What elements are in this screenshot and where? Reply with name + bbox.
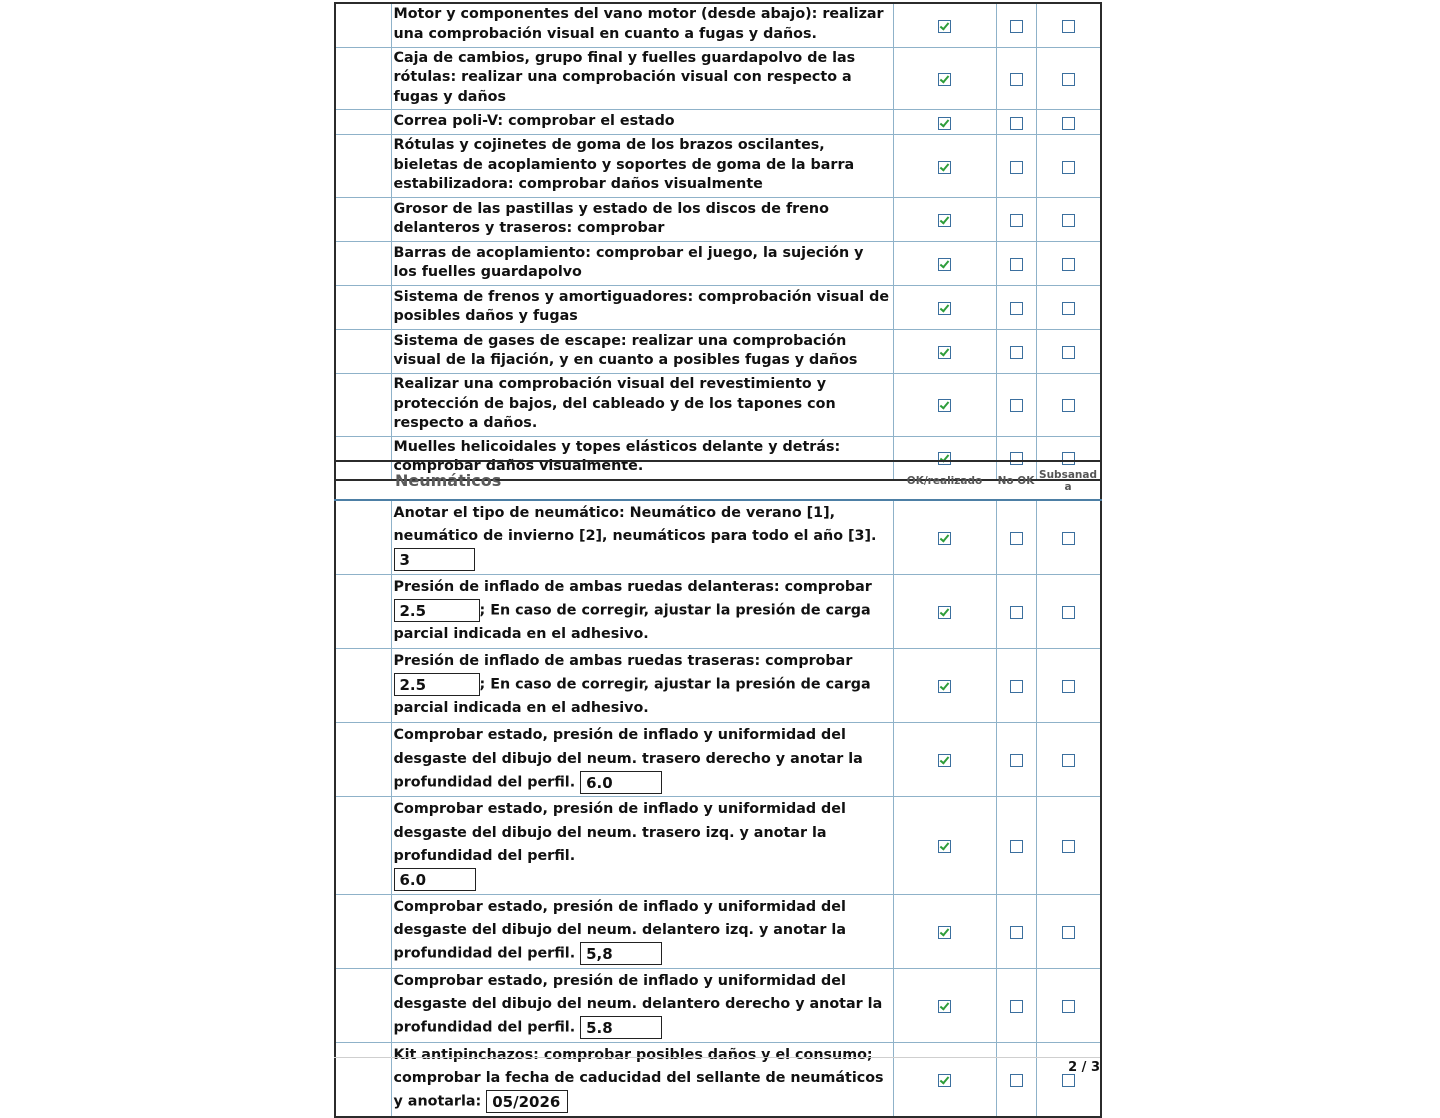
sealant-expiry-field[interactable]: 05/2026 xyxy=(486,1090,568,1113)
ok-checkbox[interactable] xyxy=(938,20,951,33)
subsanada-checkbox[interactable] xyxy=(1062,161,1075,174)
item-description: Comprobar estado, presión de inflado y uniformidad del desgaste del dibujo del neum. trasero derecho y anotar la profundidad del perfil. 6.0 xyxy=(391,723,893,797)
no-ok-checkbox[interactable] xyxy=(1010,926,1023,939)
item-description: Muelles helicoidales y topes elásticos delante y detrás: comprobar daños visualmente. xyxy=(391,436,893,480)
item-description: Anotar el tipo de neumático: Neumático de verano [1], neumático de invierno [2], neumáticos para todo el año [3]. 3 xyxy=(391,500,893,575)
ok-checkbox[interactable] xyxy=(938,926,951,939)
item-description: Motor y componentes del vano motor (desde abajo): realizar una comprobación visual en cuanto a fugas y daños. xyxy=(391,3,893,47)
no-ok-checkbox[interactable] xyxy=(1010,840,1023,853)
subsanada-checkbox[interactable] xyxy=(1062,20,1075,33)
table-row xyxy=(335,797,1101,894)
item-description: Correa poli-V: comprobar el estado xyxy=(391,110,893,135)
neumaticos-table xyxy=(334,460,1102,1118)
subsanada-checkbox[interactable] xyxy=(1062,214,1075,227)
no-ok-checkbox[interactable] xyxy=(1010,399,1023,412)
table-row xyxy=(335,968,1101,1042)
ok-checkbox[interactable] xyxy=(938,606,951,619)
no-ok-checkbox[interactable] xyxy=(1010,606,1023,619)
ok-checkbox[interactable] xyxy=(938,680,951,693)
tread-depth-field[interactable]: 6.0 xyxy=(580,771,662,794)
ok-checkbox[interactable] xyxy=(938,346,951,359)
table-row xyxy=(335,500,1101,575)
no-ok-checkbox[interactable] xyxy=(1010,20,1023,33)
item-description: Sistema de frenos y amortiguadores: comprobación visual de posibles daños y fugas xyxy=(391,286,893,330)
rear-pressure-field[interactable]: 2.5 xyxy=(394,673,480,696)
subsanada-checkbox[interactable] xyxy=(1062,258,1075,271)
subsanada-checkbox[interactable] xyxy=(1062,606,1075,619)
item-description: Realizar una comprobación visual del revestimiento y protección de bajos, del cableado y de los tapones con respecto a daños. xyxy=(391,374,893,437)
subsanada-checkbox[interactable] xyxy=(1062,754,1075,767)
no-ok-checkbox[interactable] xyxy=(1010,302,1023,315)
subsanada-checkbox[interactable] xyxy=(1062,1074,1075,1087)
ok-checkbox[interactable] xyxy=(938,258,951,271)
page-footer xyxy=(334,1057,1100,1075)
ok-checkbox[interactable] xyxy=(938,1000,951,1013)
no-ok-checkbox[interactable] xyxy=(1010,214,1023,227)
table-row xyxy=(335,894,1101,968)
ok-checkbox[interactable] xyxy=(938,302,951,315)
subsanada-checkbox[interactable] xyxy=(1062,680,1075,693)
item-description: Comprobar estado, presión de inflado y uniformidad del desgaste del dibujo del neum. delantero izq. y anotar la profundidad del perfil. 5,8 xyxy=(391,894,893,968)
ok-checkbox[interactable] xyxy=(938,840,951,853)
table-row xyxy=(335,374,1101,437)
section-header xyxy=(335,461,1101,500)
no-ok-checkbox[interactable] xyxy=(1010,1074,1023,1087)
column-header-no-ok: No OK xyxy=(996,461,1036,500)
item-description: Barras de acoplamiento: comprobar el juego, la sujeción y los fuelles guardapolvo xyxy=(391,242,893,286)
item-description: Rótulas y cojinetes de goma de los brazos oscilantes, bieletas de acoplamiento y soportes de goma de la barra estabilizadora: comprobar daños visualmente xyxy=(391,135,893,198)
table-row xyxy=(335,242,1101,286)
ok-checkbox[interactable] xyxy=(938,399,951,412)
subsanada-checkbox[interactable] xyxy=(1062,73,1075,86)
no-ok-checkbox[interactable] xyxy=(1010,161,1023,174)
table-row xyxy=(335,649,1101,723)
subsanada-checkbox[interactable] xyxy=(1062,399,1075,412)
ok-checkbox[interactable] xyxy=(938,532,951,545)
table-row xyxy=(335,110,1101,135)
ok-checkbox[interactable] xyxy=(938,161,951,174)
subsanada-checkbox[interactable] xyxy=(1062,302,1075,315)
ok-checkbox[interactable] xyxy=(938,73,951,86)
table-row xyxy=(335,47,1101,110)
tread-depth-field[interactable]: 5.8 xyxy=(580,1016,662,1039)
no-ok-checkbox[interactable] xyxy=(1010,680,1023,693)
section-title: Neumáticos xyxy=(391,461,893,500)
tread-depth-field[interactable]: 5,8 xyxy=(580,942,662,965)
no-ok-checkbox[interactable] xyxy=(1010,73,1023,86)
item-description: Presión de inflado de ambas ruedas traseras: comprobar 2.5 ; En caso de corregir, ajustar la presión de carga parcial indicada en el adhesivo. xyxy=(391,649,893,723)
item-description: Comprobar estado, presión de inflado y uniformidad del desgaste del dibujo del neum. delantero derecho y anotar la profundidad del perfil. 5.8 xyxy=(391,968,893,1042)
no-ok-checkbox[interactable] xyxy=(1010,346,1023,359)
item-description: Caja de cambios, grupo final y fuelles guardapolvo de las rótulas: realizar una comprobación visual con respecto a fugas y daños xyxy=(391,47,893,110)
table-row xyxy=(335,575,1101,649)
subsanada-checkbox[interactable] xyxy=(1062,117,1075,130)
column-header-subsanada: Subsanada xyxy=(1036,461,1101,500)
table-row xyxy=(335,330,1101,374)
no-ok-checkbox[interactable] xyxy=(1010,754,1023,767)
table-row xyxy=(335,198,1101,242)
no-ok-checkbox[interactable] xyxy=(1010,1000,1023,1013)
item-description: Presión de inflado de ambas ruedas delanteras: comprobar 2.5 ; En caso de corregir, ajustar la presión de carga parcial indicada en el adhesivo. xyxy=(391,575,893,649)
ok-checkbox[interactable] xyxy=(938,1074,951,1087)
column-header-ok: OK/realizado xyxy=(893,461,996,500)
item-description: Grosor de las pastillas y estado de los discos de freno delanteros y traseros: comprobar xyxy=(391,198,893,242)
no-ok-checkbox[interactable] xyxy=(1010,258,1023,271)
subsanada-checkbox[interactable] xyxy=(1062,346,1075,359)
tread-depth-field[interactable]: 6.0 xyxy=(394,868,476,891)
inspection-table-top xyxy=(334,2,1102,481)
item-description: Kit antipinchazos: comprobar posibles daños y el consumo; comprobar la fecha de caducidad del sellante de neumáticos y anotarla: 05/2026 xyxy=(391,1042,893,1117)
table-row xyxy=(335,286,1101,330)
table-row xyxy=(335,3,1101,47)
ok-checkbox[interactable] xyxy=(938,214,951,227)
table-row xyxy=(335,135,1101,198)
item-description: Sistema de gases de escape: realizar una comprobación visual de la fijación, y en cuanto a posibles fugas y daños xyxy=(391,330,893,374)
subsanada-checkbox[interactable] xyxy=(1062,840,1075,853)
table-row xyxy=(335,723,1101,797)
ok-checkbox[interactable] xyxy=(938,117,951,130)
no-ok-checkbox[interactable] xyxy=(1010,532,1023,545)
subsanada-checkbox[interactable] xyxy=(1062,532,1075,545)
subsanada-checkbox[interactable] xyxy=(1062,926,1075,939)
page-number: 2 / 3 xyxy=(1068,1060,1100,1075)
tire-type-field[interactable]: 3 xyxy=(394,548,475,571)
subsanada-checkbox[interactable] xyxy=(1062,1000,1075,1013)
ok-checkbox[interactable] xyxy=(938,754,951,767)
item-description: Comprobar estado, presión de inflado y uniformidad del desgaste del dibujo del neum. trasero izq. y anotar la profundidad del perfil. 6.0 xyxy=(391,797,893,894)
front-pressure-field[interactable]: 2.5 xyxy=(394,599,480,622)
no-ok-checkbox[interactable] xyxy=(1010,117,1023,130)
